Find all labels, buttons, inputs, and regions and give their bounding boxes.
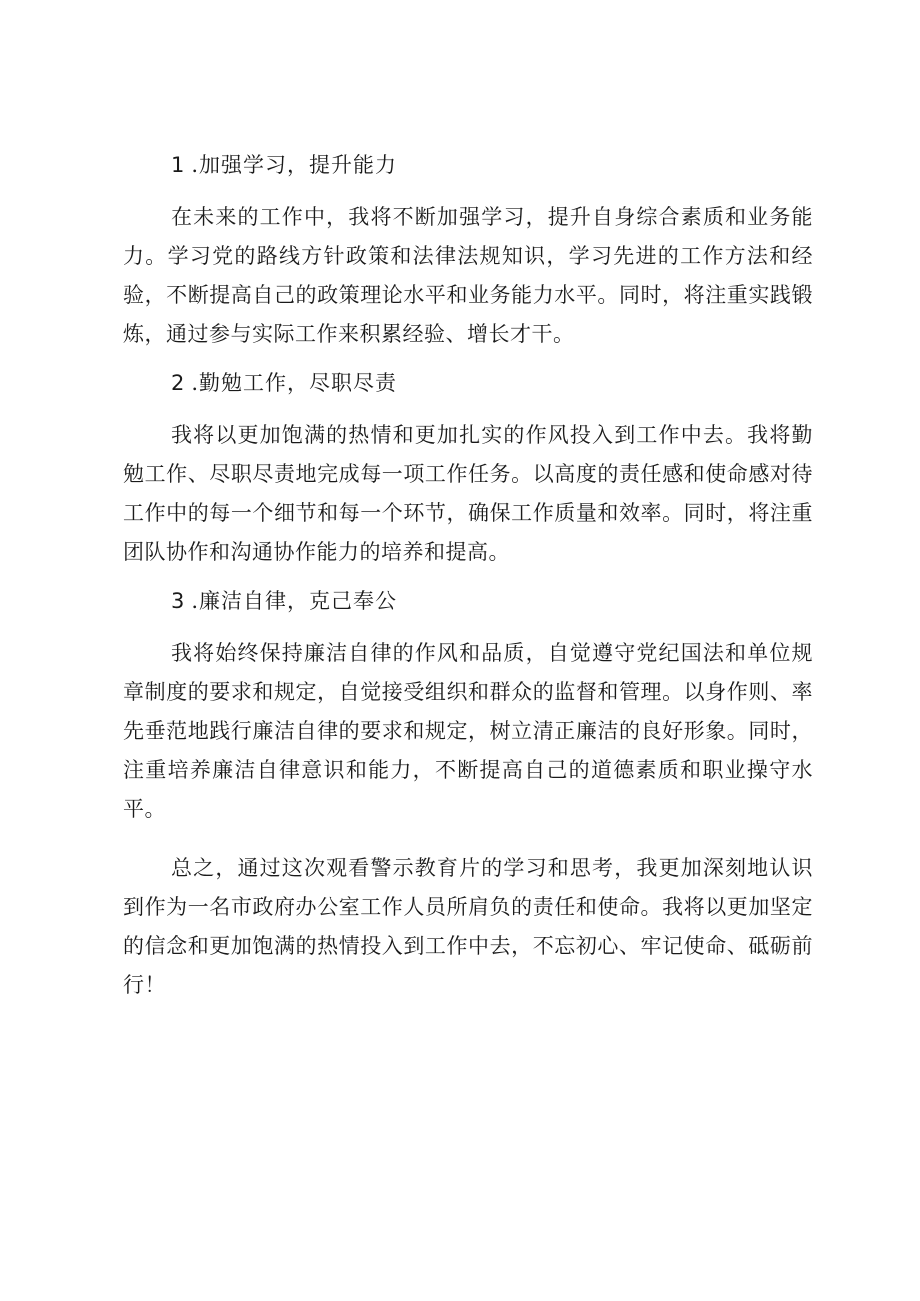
section-heading-1	[171, 150, 813, 180]
summary-paragraph: 总之，通过这次观看警示教育片的学习和思考，我更加深刻地认识到作为一名市政府办公室工作人员所肩负的责任和使命。我将以更加坚定的信念和更加饱满的热情投入到工作中去，不忘初心、牢记使命、砥砺前行！	[123, 856, 813, 997]
section-paragraph-2: 我将以更加饱满的热情和更加扎实的作风投入到工作中去。我将勤勉工作、尽职尽责地完成每一项工作任务。以高度的责任感和使命感对待工作中的每一个细节和每一个环节，确保工作质量和效率。同时，将注重团队协作和沟通协作能力的培养和提高。	[123, 423, 813, 564]
section-title-1: .加强学习，提升能力	[191, 153, 398, 177]
section-number-1: 1	[171, 153, 186, 177]
section-title-3: .廉洁自律，克己奉公	[191, 589, 398, 613]
section-heading-2	[171, 368, 813, 398]
section-number-2: 2	[171, 371, 186, 395]
section-number-3: 3	[171, 589, 186, 613]
section-paragraph-3: 我将始终保持廉洁自律的作风和品质，自觉遵守党纪国法和单位规章制度的要求和规定，自觉接受组织和群众的监督和管理。以身作则、率先垂范地践行廉洁自律的要求和规定，树立清正廉洁的良好形象。同时，注重培养廉洁自律意识和能力，不断提高自己的道德素质和职业操守水平。	[123, 641, 813, 821]
section-paragraph-1: 在未来的工作中，我将不断加强学习，提升自身综合素质和业务能力。学习党的路线方针政策和法律法规知识，学习先进的工作方法和经验，不断提高自己的政策理论水平和业务能力水平。同时，将注重实践锻炼，通过参与实际工作来积累经验、增长才干。	[123, 205, 813, 346]
document-body	[123, 150, 813, 1019]
section-heading-3	[171, 586, 813, 616]
section-title-2: .勤勉工作，尽职尽责	[191, 371, 398, 395]
